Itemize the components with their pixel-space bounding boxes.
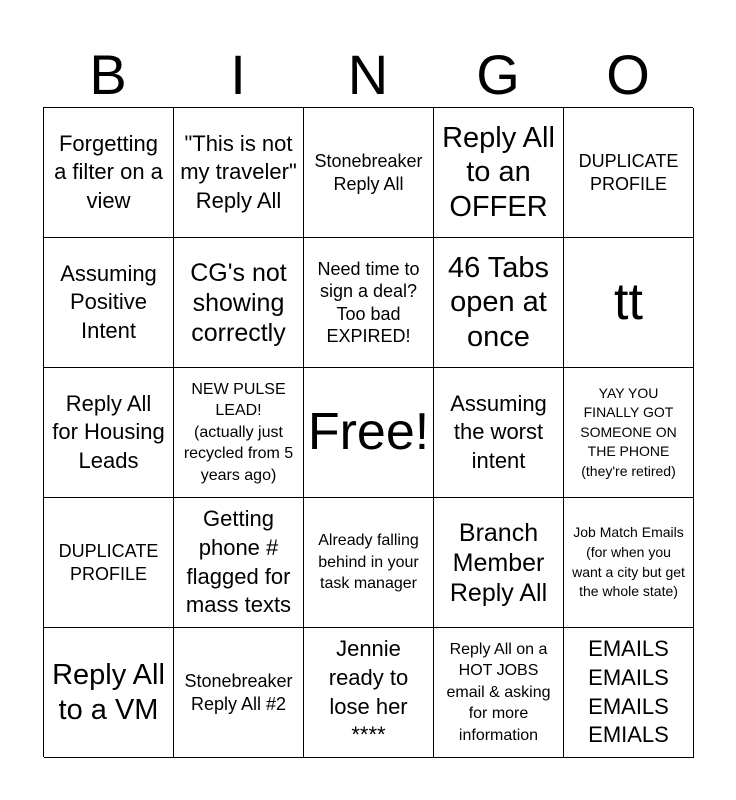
cell-text: "This is not my traveler" Reply All — [180, 130, 297, 213]
cell-text: Already falling behind in your task manager — [318, 532, 419, 593]
cell-text: Reply All for Housing Leads — [52, 390, 165, 473]
cell-text: Job Match Emails (for when you want a city but get the whole state) — [572, 524, 685, 600]
cell-text: Reply All to an OFFER — [442, 122, 555, 223]
bingo-cell[interactable] — [434, 628, 564, 758]
bingo-cell[interactable] — [174, 238, 304, 368]
cell-text: YAY YOU FINALLY GOT SOMEONE ON THE PHONE (they're retired) — [580, 384, 677, 479]
bingo-grid — [43, 107, 693, 757]
cell-text: Need time to sign a deal? Too bad EXPIRED! — [317, 258, 420, 346]
cell-text: tt — [614, 273, 643, 332]
cell-text: Stonebreaker Reply All — [314, 151, 423, 194]
cell-text: NEW PULSE LEAD! (actually just recycled from 5 years ago) — [183, 380, 294, 484]
cell-text: Branch Member Reply All — [449, 518, 548, 607]
free-space-text: Free! — [307, 403, 430, 462]
bingo-cell[interactable] — [44, 498, 174, 628]
bingo-cell[interactable] — [304, 238, 434, 368]
bingo-cell[interactable] — [434, 368, 564, 498]
cell-text: DUPLICATE PROFILE — [58, 541, 159, 584]
bingo-cell[interactable] — [434, 108, 564, 238]
header-letter-g: G — [476, 43, 520, 106]
cell-text: DUPLICATE PROFILE — [578, 151, 679, 194]
bingo-cell[interactable] — [434, 238, 564, 368]
bingo-cell[interactable] — [174, 368, 304, 498]
bingo-cell[interactable] — [304, 108, 434, 238]
cell-text: Reply All to a VM — [52, 659, 165, 726]
bingo-cell[interactable] — [304, 628, 434, 758]
header-letter-o: O — [606, 43, 650, 106]
header-letter-b: B — [89, 43, 127, 106]
cell-text: Assuming the worst intent — [450, 390, 547, 473]
bingo-cell[interactable] — [44, 238, 174, 368]
bingo-cell[interactable] — [564, 238, 694, 368]
cell-text: Reply All on a HOT JOBS email & asking for more information — [446, 640, 551, 744]
cell-text: Assuming Positive Intent — [60, 260, 157, 343]
header-letter-n: N — [347, 43, 389, 106]
bingo-cell[interactable] — [304, 498, 434, 628]
free-space-cell[interactable] — [304, 368, 434, 498]
bingo-cell[interactable] — [44, 108, 174, 238]
cell-text: EMAILS EMAILS EMAILS EMIALS — [588, 636, 669, 748]
bingo-header — [43, 44, 693, 106]
cell-text: CG's not showing correctly — [190, 258, 287, 347]
bingo-cell[interactable] — [434, 498, 564, 628]
bingo-cell[interactable] — [564, 368, 694, 498]
cell-text: Forgetting a filter on a view — [54, 130, 163, 213]
bingo-cell[interactable] — [44, 628, 174, 758]
bingo-cell[interactable] — [564, 498, 694, 628]
cell-text: Getting phone # flagged for mass texts — [185, 506, 292, 618]
cell-text: Jennie ready to lose her **** — [328, 636, 409, 748]
cell-text: Stonebreaker Reply All #2 — [184, 671, 293, 714]
bingo-cell[interactable] — [174, 498, 304, 628]
header-letter-i: I — [230, 43, 246, 106]
bingo-cell[interactable] — [44, 368, 174, 498]
bingo-cell[interactable] — [174, 108, 304, 238]
cell-text: 46 Tabs open at once — [447, 252, 550, 353]
bingo-cell[interactable] — [564, 628, 694, 758]
bingo-cell[interactable] — [174, 628, 304, 758]
bingo-cell[interactable] — [564, 108, 694, 238]
